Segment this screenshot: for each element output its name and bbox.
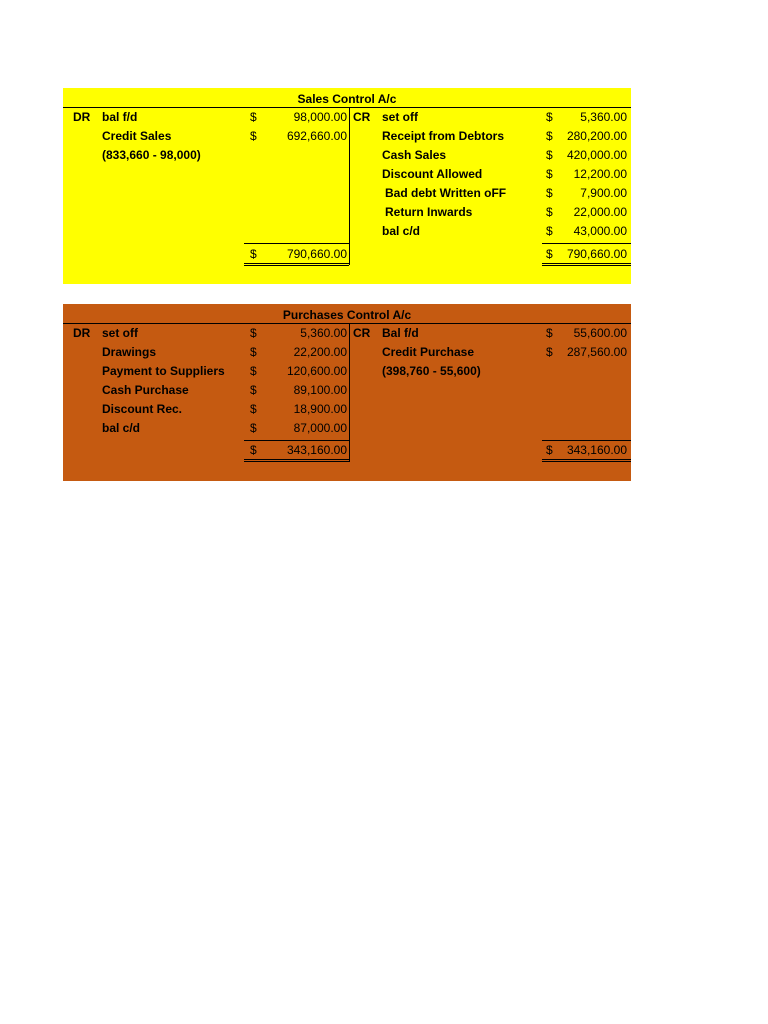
- credit-total-rule: [542, 243, 631, 244]
- dr-label: DR: [73, 110, 91, 124]
- debit-amount: 5,360.00: [300, 326, 347, 340]
- credit-total: 790,660.00: [566, 247, 627, 261]
- table-row: [63, 108, 631, 127]
- currency-symbol: $: [250, 326, 257, 340]
- currency-symbol: $: [250, 421, 257, 435]
- credit-description: Bal f/d: [382, 326, 419, 340]
- table-row: [63, 400, 631, 419]
- sales-control-account: [63, 88, 631, 284]
- debit-amount: 87,000.00: [293, 421, 347, 435]
- table-row: [63, 362, 631, 381]
- credit-description: Return Inwards: [385, 205, 473, 219]
- credit-description: Receipt from Debtors: [382, 129, 505, 143]
- table-row: [63, 343, 631, 362]
- debit-amount: 22,200.00: [293, 345, 347, 359]
- table-row: [63, 419, 631, 438]
- credit-amount: 287,560.00: [566, 345, 627, 359]
- currency-symbol: $: [546, 247, 553, 261]
- credit-description: Discount Allowed: [382, 167, 483, 181]
- currency-symbol: $: [250, 364, 257, 378]
- debit-description: (833,660 - 98,000): [102, 148, 201, 162]
- currency-symbol: $: [250, 247, 257, 261]
- purchases-account-title: Purchases Control A/c: [282, 308, 412, 322]
- table-row: [63, 127, 631, 146]
- currency-symbol: $: [250, 110, 257, 124]
- cr-label: CR: [353, 110, 371, 124]
- credit-description: (398,760 - 55,600): [382, 364, 481, 378]
- table-row: [63, 381, 631, 400]
- debit-amount: 120,600.00: [286, 364, 347, 378]
- debit-description: Cash Purchase: [102, 383, 189, 397]
- credit-amount: 280,200.00: [566, 129, 627, 143]
- currency-symbol: $: [250, 402, 257, 416]
- table-row: [63, 324, 631, 343]
- debit-total: 790,660.00: [286, 247, 347, 261]
- table-row: [63, 165, 631, 184]
- credit-amount: 7,900.00: [580, 186, 627, 200]
- credit-amount: 55,600.00: [573, 326, 627, 340]
- debit-total: 343,160.00: [286, 443, 347, 457]
- debit-total-rule: [244, 243, 349, 244]
- credit-total: 343,160.00: [566, 443, 627, 457]
- debit-amount: 692,660.00: [286, 129, 347, 143]
- debit-description: bal f/d: [102, 110, 138, 124]
- currency-symbol: $: [546, 443, 553, 457]
- credit-amount: 22,000.00: [573, 205, 627, 219]
- currency-symbol: $: [250, 443, 257, 457]
- debit-total-double-rule: [244, 459, 349, 462]
- credit-description: Credit Purchase: [382, 345, 475, 359]
- credit-amount: 5,360.00: [580, 110, 627, 124]
- debit-description: Credit Sales: [102, 129, 172, 143]
- credit-description: Cash Sales: [382, 148, 447, 162]
- totals-row: [63, 245, 631, 264]
- credit-amount: 12,200.00: [573, 167, 627, 181]
- currency-symbol: $: [250, 129, 257, 143]
- currency-symbol: $: [546, 224, 553, 238]
- table-row: [63, 146, 631, 165]
- table-row: [63, 222, 631, 241]
- currency-symbol: $: [546, 186, 553, 200]
- sales-account-title: Sales Control A/c: [297, 92, 397, 106]
- table-row: [63, 184, 631, 203]
- credit-total-double-rule: [542, 263, 631, 266]
- currency-symbol: $: [250, 345, 257, 359]
- cr-label: CR: [353, 326, 371, 340]
- table-row: [63, 203, 631, 222]
- currency-symbol: $: [546, 167, 553, 181]
- credit-description: set off: [382, 110, 418, 124]
- credit-description: Bad debt Written oFF: [385, 186, 507, 200]
- credit-amount: 420,000.00: [566, 148, 627, 162]
- currency-symbol: $: [546, 205, 553, 219]
- debit-amount: 98,000.00: [293, 110, 347, 124]
- totals-row: [63, 441, 631, 460]
- debit-description: bal c/d: [102, 421, 141, 435]
- currency-symbol: $: [250, 383, 257, 397]
- debit-description: Payment to Suppliers: [102, 364, 225, 378]
- currency-symbol: $: [546, 148, 553, 162]
- debit-amount: 89,100.00: [293, 383, 347, 397]
- credit-amount: 43,000.00: [573, 224, 627, 238]
- currency-symbol: $: [546, 110, 553, 124]
- dr-label: DR: [73, 326, 91, 340]
- purchases-control-account: [63, 304, 631, 481]
- credit-total-double-rule: [542, 459, 631, 462]
- currency-symbol: $: [546, 345, 553, 359]
- debit-description: set off: [102, 326, 138, 340]
- credit-description: bal c/d: [382, 224, 421, 238]
- debit-description: Drawings: [102, 345, 157, 359]
- currency-symbol: $: [546, 326, 553, 340]
- debit-description: Discount Rec.: [102, 402, 183, 416]
- debit-amount: 18,900.00: [293, 402, 347, 416]
- currency-symbol: $: [546, 129, 553, 143]
- debit-total-double-rule: [244, 263, 349, 266]
